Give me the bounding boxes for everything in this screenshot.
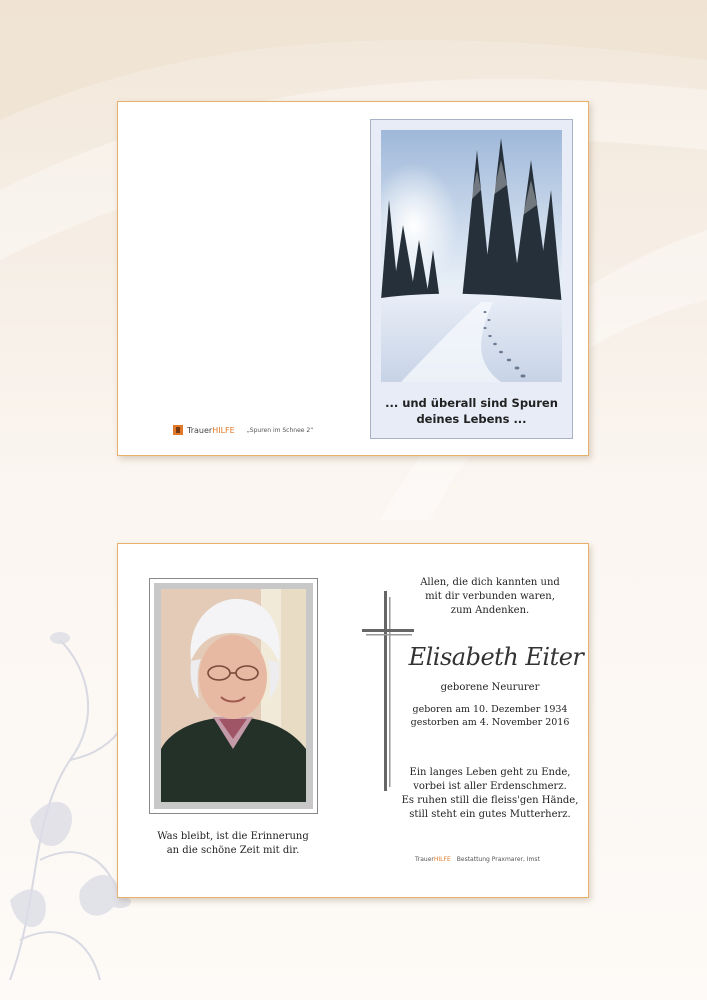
brand-name-part-a: Trauer bbox=[187, 425, 213, 435]
caption-line-2: an die schöne Zeit mit dir. bbox=[166, 845, 300, 856]
card-inside bbox=[117, 543, 589, 898]
brand-logo-icon bbox=[173, 425, 183, 435]
brand-name-inside-part-a: Trauer bbox=[415, 856, 434, 863]
brand-name-part-b: HILFE bbox=[212, 425, 235, 435]
brand-name-inside bbox=[415, 856, 451, 863]
life-dates bbox=[390, 703, 590, 729]
verse-line-4: still steht ein gutes Mutterherz. bbox=[409, 809, 571, 820]
front-verse-line-2: deines Lebens ... bbox=[416, 412, 527, 426]
verse-line-2: vorbei ist aller Erdenschmerz. bbox=[413, 781, 567, 792]
intro-line-2: mit dir verbunden waren, bbox=[425, 591, 555, 602]
design-name: „Spuren im Schnee 2“ bbox=[246, 426, 314, 434]
portrait-frame bbox=[149, 578, 318, 814]
intro-line-1: Allen, die dich kannten und bbox=[420, 577, 560, 588]
front-verse-line-1: ... und überall sind Spuren bbox=[385, 396, 558, 410]
portrait-mat bbox=[154, 583, 313, 809]
birth-date: geboren am 10. Dezember 1934 bbox=[412, 704, 568, 715]
winter-forest-image bbox=[381, 130, 562, 382]
front-image-panel bbox=[370, 119, 573, 439]
photo-caption bbox=[130, 830, 336, 858]
intro-text bbox=[390, 576, 590, 618]
front-verse bbox=[371, 395, 572, 427]
verse-line-3: Es ruhen still die fleiss'gen Hände, bbox=[401, 795, 579, 806]
verse-line-1: Ein langes Leben geht zu Ende, bbox=[409, 767, 571, 778]
brand-mark-inside bbox=[415, 856, 540, 863]
brand-mark-front bbox=[173, 425, 313, 435]
brand-name bbox=[187, 426, 235, 435]
death-date: gestorben am 4. November 2016 bbox=[410, 717, 570, 728]
caption-line-1: Was bleibt, ist die Erinnerung bbox=[157, 831, 309, 842]
intro-line-3: zum Andenken. bbox=[450, 605, 530, 616]
undertaker-name: Bestattung Praxmarer, Imst bbox=[456, 856, 540, 863]
maiden-name: geborene Neururer bbox=[440, 682, 540, 693]
brand-name-inside-part-b: HILFE bbox=[433, 856, 451, 863]
memorial-verse bbox=[390, 766, 590, 822]
deceased-name: Elisabeth Eiter bbox=[408, 643, 584, 671]
portrait-photo bbox=[161, 589, 306, 802]
card-front-cover bbox=[117, 101, 589, 456]
